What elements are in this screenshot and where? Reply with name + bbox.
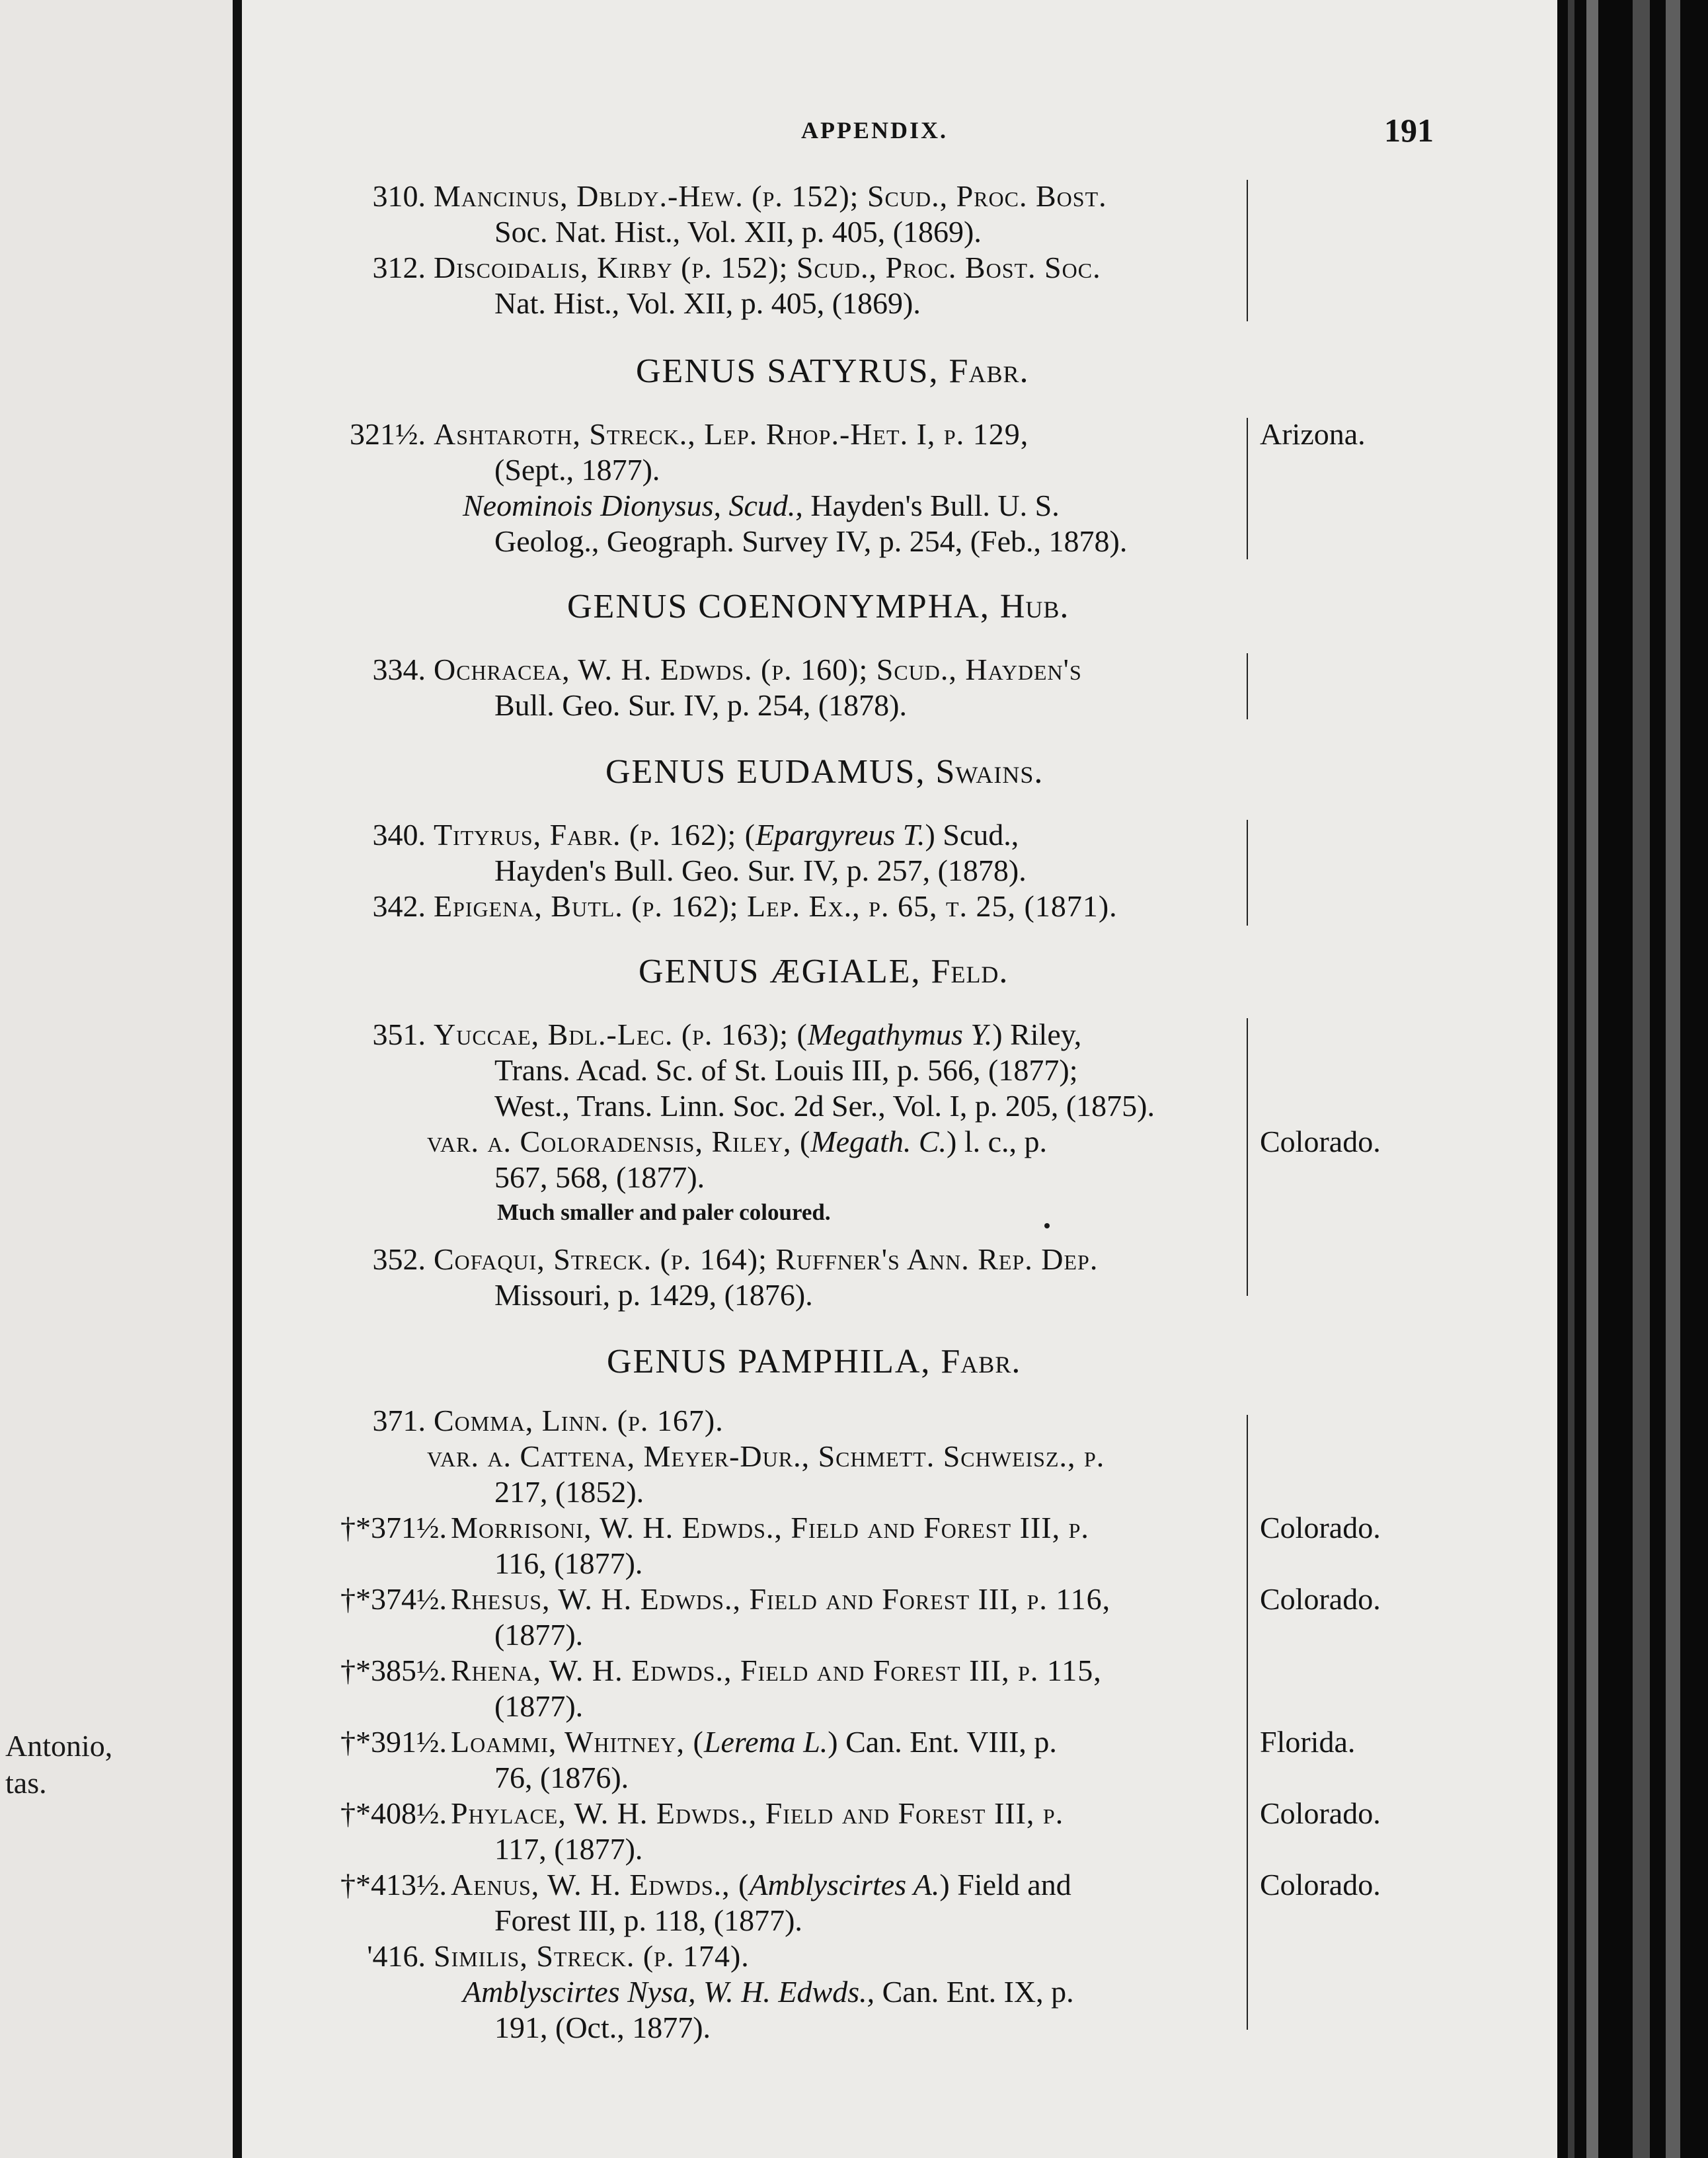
genus-author: Fabr. [949, 352, 1029, 390]
entry-line: 76, (1876). [494, 1761, 629, 1794]
entry-line: 117, (1877). [494, 1832, 643, 1866]
synonym-name: Amblyscirtes Nysa, W. H. Edwds., [463, 1975, 875, 2009]
variety-line: var. a. Coloradensis, Riley, (Megath. C.) l. c., p. [427, 1125, 1048, 1158]
page-edge-strip [1568, 0, 1574, 2158]
entry-number: 351. [372, 1018, 426, 1051]
variety-line: var. a. Cattena, Meyer-Dur., Schmett. Schweisz., p. [427, 1439, 1105, 1473]
entry-line: Geolog., Geograph. Survey IV, p. 254, (Feb., 1878). [494, 524, 1128, 558]
genus-heading [636, 352, 1029, 391]
column-rule [1247, 418, 1248, 559]
synonym-line [463, 488, 1060, 524]
genus-name: GENUS PAMPHILA, [607, 1343, 931, 1380]
column-rule [1247, 820, 1248, 926]
entry-line: Yuccae, Bdl.-Lec. (p. 163); (Megathymus Y.) Riley, [434, 1018, 1082, 1051]
left-page [0, 0, 233, 2158]
entry-number: 321½. [350, 417, 426, 451]
entry-line: Tityrus, Fabr. (p. 162); (Epargyreus T.) Scud., [434, 818, 1019, 852]
column-rule [1247, 653, 1248, 719]
synonym-line [463, 1974, 1074, 2010]
entry-number: 342. [372, 889, 426, 923]
entry-line: (1877). [494, 1618, 584, 1652]
entry-line: Bull. Geo. Sur. IV, p. 254, (1878). [494, 688, 907, 722]
genus-heading [567, 587, 1069, 627]
entry-number: 340. [372, 818, 426, 852]
genus-author: Feld. [931, 953, 1009, 990]
synonym-reference: Can. Ent. IX, p. [874, 1975, 1074, 2009]
entry-line: 217, (1852). [494, 1475, 644, 1509]
entry-line: (1877). [494, 1689, 584, 1723]
locality: Colorado. [1260, 1511, 1381, 1544]
genus-heading [605, 752, 1043, 792]
entry-number: †*385½. [340, 1654, 447, 1687]
entry-number: †*413½. [340, 1868, 447, 1901]
entry-number: 312. [372, 251, 426, 284]
book-gutter [233, 0, 242, 2158]
entry-line: Mancinus, Dbldy.-Hew. (p. 152); Scud., Proc. Bost. [434, 179, 1107, 213]
entry-number: '416. [367, 1939, 426, 1973]
column-rule [1247, 1415, 1248, 2030]
entry-line: Ochracea, W. H. Edwds. (p. 160); Scud., Hayden's [434, 653, 1082, 686]
print-speck [1044, 1223, 1050, 1228]
genus-name: GENUS ÆGIALE, [639, 953, 921, 990]
locality: Colorado. [1260, 1868, 1381, 1901]
genus-author: Fabr. [941, 1343, 1021, 1380]
column-rule [1247, 1018, 1248, 1296]
locality: Colorado. [1260, 1125, 1381, 1158]
genus-author: Hub. [999, 588, 1069, 625]
entry-line: West., Trans. Linn. Soc. 2d Ser., Vol. I, p. 205, (1875). [494, 1089, 1155, 1123]
entry-line: Hayden's Bull. Geo. Sur. IV, p. 257, (1878). [494, 854, 1027, 887]
entry-number: 334. [372, 653, 426, 686]
page-number: 191 [1384, 112, 1434, 149]
locality: Florida. [1260, 1725, 1356, 1759]
entry-line: (Sept., 1877). [494, 453, 660, 487]
genus-heading [639, 952, 1008, 992]
entry-number: 352. [372, 1242, 426, 1276]
genus-author: Swains. [935, 753, 1044, 791]
description-note: Much smaller and paler coloured. [497, 1199, 831, 1225]
entry-line: Morrisoni, W. H. Edwds., Field and Forest III, p. [451, 1511, 1089, 1544]
page-edge-strip [1586, 0, 1598, 2158]
entry-line: 116, (1877). [494, 1546, 643, 1580]
entry-line: Rhena, W. H. Edwds., Field and Forest III, p. 115, [451, 1654, 1102, 1687]
entry-line: Phylace, W. H. Edwds., Field and Forest III, p. [451, 1796, 1064, 1830]
entry-line: Missouri, p. 1429, (1876). [494, 1278, 813, 1312]
entry-line: Rhesus, W. H. Edwds., Field and Forest III, p. 116, [451, 1582, 1111, 1616]
entry-number: 371. [372, 1404, 426, 1437]
entry-line: Epigena, Butl. (p. 162); Lep. Ex., p. 65, t. 25, (1871). [434, 889, 1118, 923]
entry-line: 567, 568, (1877). [494, 1160, 705, 1194]
entry-number: †*374½. [340, 1582, 447, 1616]
page-edge-strip [1666, 0, 1680, 2158]
entry-line: Comma, Linn. (p. 167). [434, 1404, 724, 1437]
genus-heading [607, 1342, 1021, 1382]
entry-line: Similis, Streck. (p. 174). [434, 1939, 750, 1973]
entry-line: Loammi, Whitney, (Lerema L.) Can. Ent. VIII, p. [451, 1725, 1057, 1759]
entry-line: Trans. Acad. Sc. of St. Louis III, p. 566, (1877); [494, 1053, 1078, 1087]
entry-line: 191, (Oct., 1877). [494, 2011, 711, 2044]
left-page-fragment: Antonio, [5, 1729, 113, 1763]
entry-number: †*371½. [340, 1511, 447, 1544]
entry-line: Nat. Hist., Vol. XII, p. 405, (1869). [494, 286, 921, 320]
synonym-name: Neominois Dionysus, Scud., [463, 489, 803, 522]
locality: Arizona. [1260, 417, 1366, 451]
entry-line: Soc. Nat. Hist., Vol. XII, p. 405, (1869). [494, 215, 982, 249]
left-page-fragment: tas. [5, 1766, 47, 1800]
entry-line: Ashtaroth, Streck., Lep. Rhop.-Het. I, p. 129, [434, 417, 1029, 451]
synonym-reference: Hayden's Bull. U. S. [802, 489, 1060, 522]
entry-number: 310. [372, 179, 426, 213]
genus-name: GENUS SATYRUS, [636, 352, 939, 390]
entry-number: †*408½. [340, 1796, 447, 1830]
locality: Colorado. [1260, 1796, 1381, 1830]
genus-name: GENUS EUDAMUS, [605, 753, 926, 791]
locality: Colorado. [1260, 1582, 1381, 1616]
column-rule [1247, 180, 1248, 321]
entry-line: Cofaqui, Streck. (p. 164); Ruffner's Ann. Rep. Dep. [434, 1242, 1099, 1276]
running-head: APPENDIX. [801, 117, 948, 143]
page-edge-strip [1633, 0, 1650, 2158]
entry-number: †*391½. [340, 1725, 447, 1759]
entry-line: Discoidalis, Kirby (p. 152); Scud., Proc. Bost. Soc. [434, 251, 1101, 284]
genus-name: GENUS COENONYMPHA, [567, 588, 990, 625]
entry-line: Forest III, p. 118, (1877). [494, 1903, 802, 1937]
entry-line: Aenus, W. H. Edwds., (Amblyscirtes A.) Field and [451, 1868, 1071, 1901]
